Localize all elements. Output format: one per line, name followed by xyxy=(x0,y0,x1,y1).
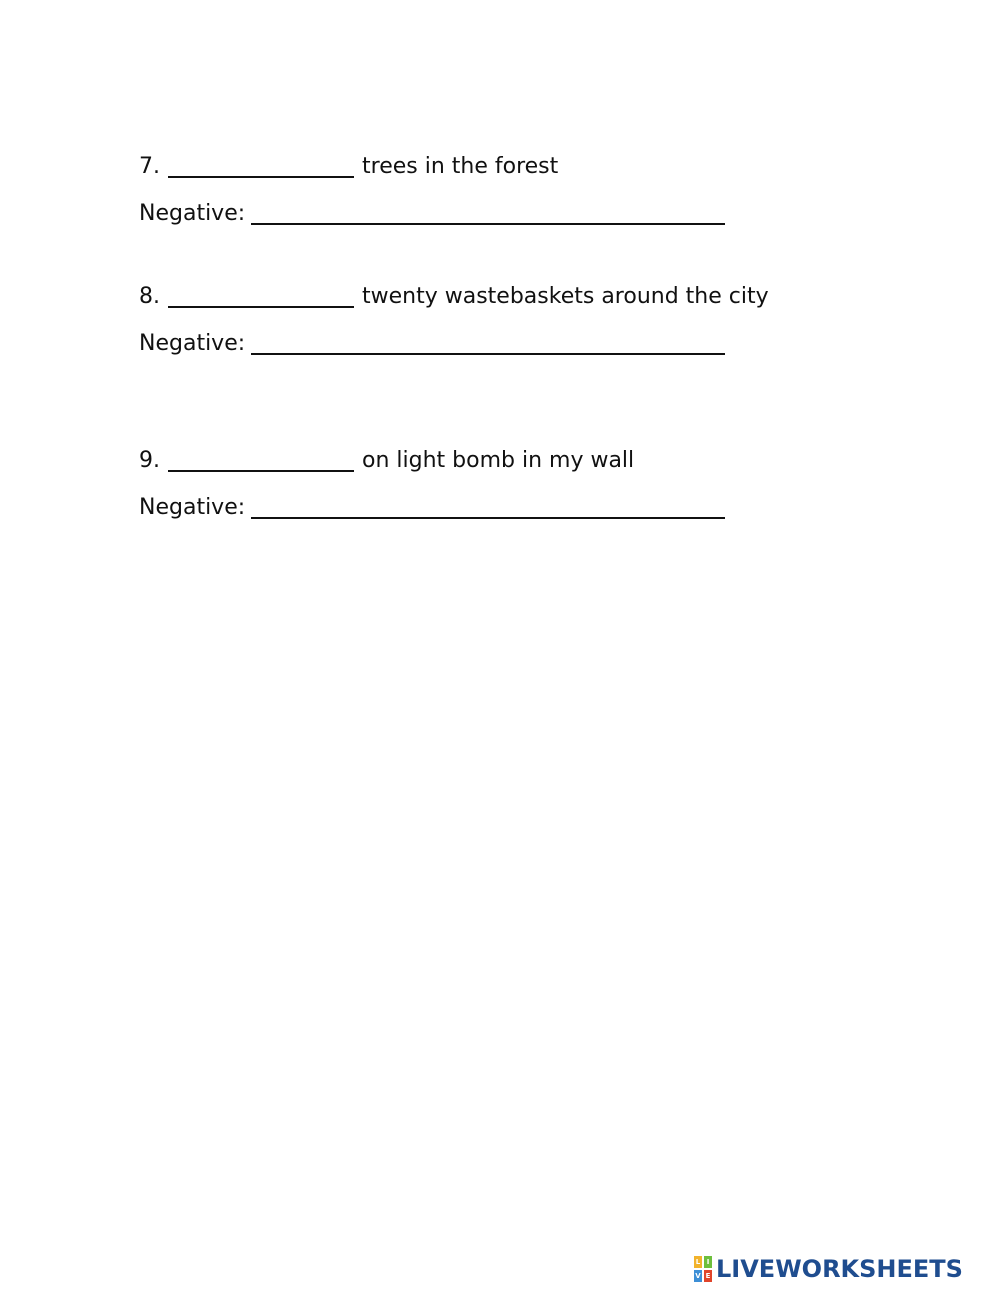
negative-label: Negative: xyxy=(139,201,246,226)
exercise-number: 7. xyxy=(139,154,160,179)
exercise-9-sentence xyxy=(139,446,634,476)
liveworksheets-logo xyxy=(694,1256,963,1282)
logo-icon xyxy=(694,1256,712,1282)
logo-icon-tile: E xyxy=(705,1272,711,1280)
logo-icon-tile: V xyxy=(695,1272,701,1280)
exercise-7-negative xyxy=(139,199,733,229)
answer-blank[interactable] xyxy=(168,284,354,308)
logo-icon-tile: I xyxy=(704,1256,712,1268)
negative-label: Negative: xyxy=(139,495,246,520)
negative-answer-blank[interactable] xyxy=(251,331,725,355)
exercise-number: 9. xyxy=(139,448,160,473)
exercise-8-sentence xyxy=(139,282,769,312)
logo-icon-tile: L xyxy=(695,1258,701,1266)
exercise-text: on light bomb in my wall xyxy=(362,448,635,473)
exercise-text: twenty wastebaskets around the city xyxy=(362,284,769,309)
exercise-text: trees in the forest xyxy=(362,154,559,179)
exercise-7-sentence xyxy=(139,152,558,182)
negative-answer-blank[interactable] xyxy=(251,495,725,519)
exercise-8-negative xyxy=(139,329,733,359)
answer-blank[interactable] xyxy=(168,154,354,178)
answer-blank[interactable] xyxy=(168,448,354,472)
logo-text: LIVEWORKSHEETS xyxy=(716,1255,963,1283)
exercise-number: 8. xyxy=(139,284,160,309)
negative-answer-blank[interactable] xyxy=(251,201,725,225)
exercise-9-negative xyxy=(139,493,733,523)
negative-label: Negative: xyxy=(139,331,246,356)
